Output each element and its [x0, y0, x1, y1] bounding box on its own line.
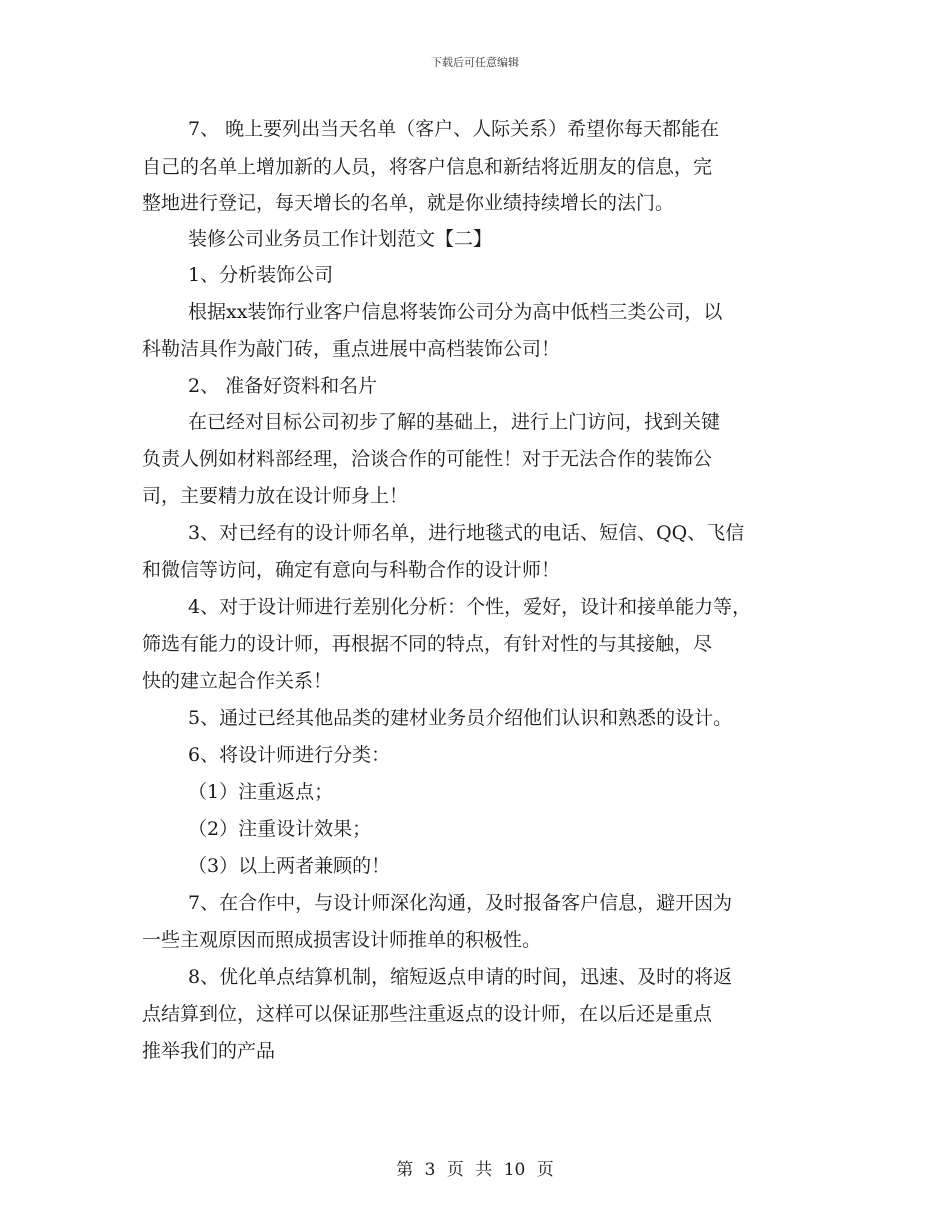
paragraph-line: 3、对已经有的设计师名单，进行地毯式的电话、短信、QQ、飞信	[188, 522, 745, 544]
paragraph-line: 司，主要精力放在设计师身上！	[142, 485, 409, 507]
paragraph-line: 8、优化单点结算机制，缩短返点申请的时间，迅速、及时的将返	[188, 966, 733, 988]
paragraph-line: 和微信等访问，确定有意向与科勒合作的设计师！	[142, 559, 561, 581]
paragraph-line: 自己的名单上增加新的人员，将客户信息和新结将近朋友的信息，完	[142, 156, 713, 178]
page-header: 下载后可任意编辑	[431, 56, 519, 69]
paragraph-line: 点结算到位，这样可以保证那些注重返点的设计师，在以后还是重点	[142, 1003, 713, 1025]
paragraph-line: 快的建立起合作关系！	[142, 670, 333, 692]
section-heading: 装修公司业务员工作计划范文【二】	[188, 228, 493, 250]
paragraph-line: 1、分析装饰公司	[188, 264, 334, 286]
paragraph-line: 2、 准备好资料和名片	[188, 375, 378, 397]
paragraph-line: 负责人例如材料部经理，洽谈合作的可能性！对于无法合作的装饰公	[142, 448, 713, 470]
paragraph-line: 筛选有能力的设计师，再根据不同的特点，有针对性的与其接触，尽	[142, 633, 713, 655]
paragraph-line: 一些主观原因而照成损害设计师推单的积极性。	[142, 929, 542, 951]
list-item: （1）注重返点；	[188, 781, 334, 803]
paragraph-line: 4、对于设计师进行差别化分析：个性，爱好，设计和接单能力等，	[188, 596, 752, 618]
list-item: （3）以上两者兼顾的！	[188, 855, 391, 877]
paragraph-line: 整地进行登记，每天增长的名单，就是你业绩持续增长的法门。	[142, 192, 675, 214]
paragraph-line: 7、在合作中，与设计师深化沟通，及时报备客户信息，避开因为	[188, 892, 733, 914]
paragraph-line: 7、 晚上要列出当天名单（客户、人际关系）希望你每天都能在	[188, 118, 720, 140]
paragraph-line: 科勒洁具作为敲门砖，重点进展中高档装饰公司！	[142, 338, 561, 360]
paragraph-line: 6、将设计师进行分类：	[188, 744, 391, 766]
paragraph-line: 5、通过已经其他品类的建材业务员介绍他们认识和熟悉的设计。	[188, 707, 733, 729]
page-footer: 第 3 页 共 10 页	[396, 1160, 554, 1180]
list-item: （2）注重设计效果；	[188, 818, 372, 840]
paragraph-line: 在已经对目标公司初步了解的基础上，进行上门访问，找到关键	[188, 411, 721, 433]
paragraph-line: 根据xx装饰行业客户信息将装饰公司分为高中低档三类公司，以	[188, 301, 723, 323]
paragraph-line: 推举我们的产品	[142, 1040, 276, 1062]
